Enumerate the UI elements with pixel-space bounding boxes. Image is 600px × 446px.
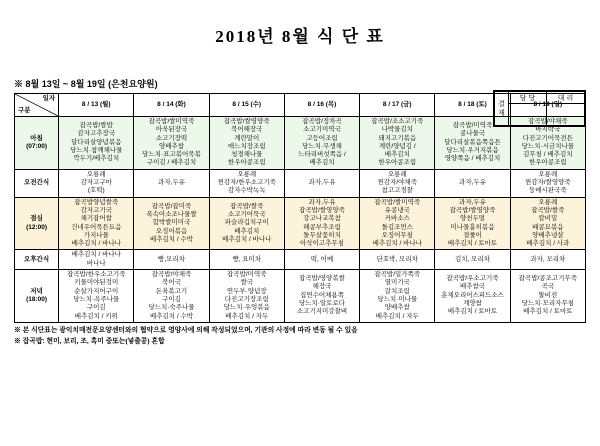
menu-cell-0-3: 잡곡밥/정차곡 소고기미역국 고등어조림 당느치·무생채 느타리버섯쪽음 / 배추김치 <box>284 117 359 170</box>
menu-cell-3-3: 떡, 어몌 <box>284 250 359 270</box>
menu-cell-3-4: 단호박, 모리차 <box>360 250 435 270</box>
day-header-6: 8 / 19 (일) <box>510 94 585 117</box>
meal-name-2: 점심 <box>30 215 43 223</box>
menu-cell-2-0: 잡곡밥양념쌀죽 감자고기국 채기잡어쌈 건네우어묵튼됴음 가지나물 배추김치 / 바나나 <box>59 197 134 250</box>
meal-name-3: 오후간식 <box>24 255 50 263</box>
menu-cell-4-0: 잡곡밥/한우소고기죽 키물미야된겅미 순살가지어구이 당느치·옥주나물 구이김 배추김치 / 키위 <box>59 270 134 323</box>
day-header-2: 8 / 15 (수) <box>209 94 284 117</box>
menu-cell-3-6: 과자, 모리차 <box>510 250 585 270</box>
table-row-morning-snack <box>15 169 586 197</box>
table-row-afternoon-snack <box>15 250 586 270</box>
approval-header-1: 대 리 <box>547 92 585 104</box>
corner-day-label: 일자 <box>42 95 56 102</box>
menu-sheet <box>0 22 600 446</box>
menu-cell-4-6: 잡곡밥/콩조고기무죽 곡국 뚤비전 당느치·모리자무침 배추김치 / 토마토 <box>510 270 585 323</box>
menu-cell-4-4: 잡곡밥/밀가쪽죽 열미기국 갈치조림 당느치·미나물 양배추쌈 배추김치 / 자두 <box>360 270 435 323</box>
approval-box <box>493 90 586 127</box>
day-header-5: 8 / 18 (토) <box>435 94 510 117</box>
meal-time-2: (12:00) <box>26 223 48 231</box>
approval-header-0: 담 당 <box>509 92 547 104</box>
meal-label-afternoon-snack <box>15 250 59 270</box>
menu-cell-1-1: 과자,두유 <box>134 169 209 197</box>
menu-cell-4-1: 잡곡밥/야채죽 북어국 돈육볶고기 구이김 당느치·숙주나물 배추김치 / 수박 <box>134 270 209 323</box>
approval-label-line2: 재 <box>498 109 505 117</box>
menu-cell-0-0: 잡곡밥/쌀밥 감자고추장국 달다리살양념볶음 당느치·참깨채나물 깍두기/배추김치 <box>59 117 134 170</box>
table-row-lunch <box>15 197 586 250</box>
menu-cell-3-1: 빵,모리차 <box>134 250 209 270</box>
approval-cell-1 <box>547 104 585 126</box>
meal-label-breakfast <box>15 117 59 170</box>
page-title: 2018년 8월 식 단 표 <box>215 27 385 46</box>
menu-cell-3-0: 배추김치 / 바나나 바나나 <box>59 250 134 270</box>
menu-cell-4-2: 잡곡밥/미역죽 쌀국 연두부·양념장 다진고기장조림 당느치·우엉볶음 배추김치 / 자두 <box>209 270 284 323</box>
table-row-dinner <box>15 270 586 323</box>
menu-cell-1-5: 과자,두유 <box>435 169 510 197</box>
meal-name-0: 아침 <box>30 134 43 142</box>
menu-cell-4-3: 잡곡밥/영양볶쌀 해장국 집연수어체욤쪽 당느치·알토로다 소고기지미강찰벼 <box>284 270 359 323</box>
footnotes <box>14 326 586 347</box>
corner-kind-label: 구분 <box>18 106 31 114</box>
meal-label-dinner <box>15 270 59 323</box>
table-corner-header <box>15 94 59 117</box>
approval-label-line1: 결 <box>498 100 505 108</box>
facility-subheading-text: 8월 13일 ~ 8월 19일 (은천요양원) <box>25 79 158 89</box>
meal-time-0: (07:00) <box>26 142 48 150</box>
menu-cell-0-5: 잡곡밥/미역죽 콩나물국 달다리살볶음쪽음튼 당느치·우거지볶음 영양쪽음 / 배추김치 <box>435 117 510 170</box>
menu-cell-2-1: 잡곡밥/잡미죽 폭속아소조나물쌀 합박쌀미미국 오징어볶음 배추김치 / 수박 <box>134 197 209 250</box>
menu-cell-3-5: 김치, 모리차 <box>435 250 510 270</box>
menu-cell-2-6: 오룡례 잡곡밥/쌀죽 칼비밀 배콩묘볶음 양배추냉샬 배추김치 / 사과 <box>510 197 585 250</box>
menu-cell-1-0: 오룡례 감자고구마 (호떡) <box>59 169 134 197</box>
menu-cell-2-3: 과자,두유 잡곡밥/쌀영양죽 강고나교복참 해콩부추조림 돌무살꽃히치 아삭이고추무침 <box>284 197 359 250</box>
approval-label <box>495 92 509 126</box>
menu-cell-1-4: 오룡례 찐감자/야채죽 참고고경찰 <box>360 169 435 197</box>
menu-cell-0-1: 잡곡밥/쌀미역죽 아욱된장국 소고기장떡 양배추쌈 당느치·표고볶어묵볶 구이김 / 배추김치 <box>134 117 209 170</box>
menu-cell-2-2: 잡곡밥/쌀죽 소고기어묵국 파슬라깁치구이 배추김치 배추김치 / 바나나 <box>209 197 284 250</box>
meal-name-4: 저녁 <box>30 287 43 295</box>
day-header-3: 8 / 16 (목) <box>284 94 359 117</box>
menu-cell-0-4: 잡곡밥/조소고기죽 나박물김치 돼지고기볶음 계란/양념김 / 배추김치 한우아콩조림 <box>360 117 435 170</box>
menu-cell-4-5: 잡곡밥/우소고기죽 배추쌈국 훈제오리어스피드소스 계양쌈 배추김치 / 토마토 <box>435 270 510 323</box>
meal-time-4: (18:00) <box>26 295 48 303</box>
approval-cell-0 <box>509 104 547 126</box>
menu-cell-0-6: 잡곡밥/야채죽 바지락국 다진고기어묵전튼 당느치·시금치나물 김무침 / 배추김치 한우아콩조림 <box>510 117 585 170</box>
meal-label-lunch <box>15 197 59 250</box>
day-header-1: 8 / 14 (화) <box>134 94 209 117</box>
meal-label-morning-snack <box>15 169 59 197</box>
menu-cell-1-6: 오룡례 찐감자/쌀영양죽 둥메시판국죽 <box>510 169 585 197</box>
menu-cell-0-2: 잡곡밥/쌀영양죽 북어해장국 계란말이 애느치장조림 청경채나물 한우아콩조림 <box>209 117 284 170</box>
meal-name-1: 오전간식 <box>24 179 50 187</box>
day-header-4: 8 / 17 (금) <box>360 94 435 117</box>
menu-cell-3-2: 빵, 요미차 <box>209 250 284 270</box>
footnote-1: ※ 잡곡밥: 현미, 보리, 조, 흑미 중또는(넣출콩) 혼합 <box>14 337 165 345</box>
day-header-0: 8 / 13 (월) <box>59 94 134 117</box>
facility-subheading <box>14 77 586 90</box>
footnote-0: ※ 본 식단표는 광익치매전문요양센터와의 협약으로 영양사에 의해 작성되었으며, 기관의 사정에 따라 변동 될 수 있음 <box>14 326 358 334</box>
menu-cell-1-3: 과자,두유 <box>284 169 359 197</box>
menu-cell-1-2: 오룡례 찐감자/한우소고기죽 감자수박녹녹 <box>209 169 284 197</box>
bullet-star-icon: ※ <box>14 79 24 89</box>
menu-cell-2-5: 과자,두유 잡곡밥/쌀영양죽 양천두멀 미나물훔히볶음 결룰이 배추김치 / 토마토 <box>435 197 510 250</box>
menu-cell-2-4: 잡곡밥/쌀미역죽 유콩냉국 커바소스 돌김조먼스 오징어무침 배추김치 / 바나나 <box>360 197 435 250</box>
menu-table <box>14 93 586 323</box>
